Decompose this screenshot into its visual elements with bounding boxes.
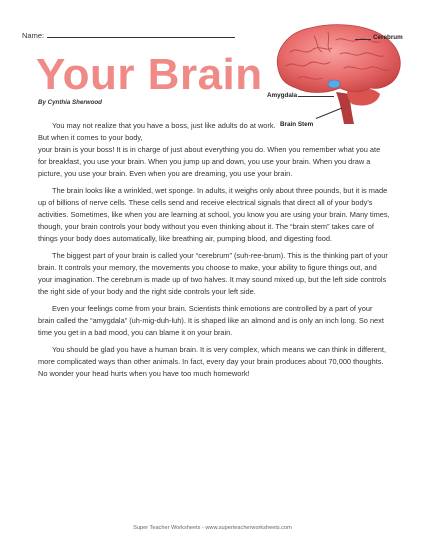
- paragraph-1-intro: You may not realize that you have a boss, just like adults do at work. But when it comes to your body,: [38, 121, 276, 142]
- article-body: [38, 120, 390, 385]
- page-footer: Super Teacher Worksheets - www.superteacherworksheets.com: [133, 525, 292, 531]
- paragraph-4: Even your feelings come from your brain. Scientists think emotions are controlled by a part of your brain called the “amygdala” (uh-mig-duh-luh). It is shaped like an almond and is only an inch long. So next time you get in a bad mood, you can blame it on your brain.: [38, 304, 384, 337]
- cerebrum-label: Cerebrum: [373, 34, 403, 41]
- amygdala-shape: [328, 80, 340, 88]
- paragraph-2: The brain looks like a wrinkled, wet sponge. In adults, it weighs only about three pounds, but it is made up of billions of nerve cells. These cells send and receive electrical signals that direct all of your body's activities. Sometimes, like when you are learning at school, you know you are using your brain. Many times, though, your brain controls your body without you even thinking about it. The “brain stem” takes care of things your body does automatically, like breathing air, pumping blood, and digesting food.: [38, 186, 390, 243]
- name-label: Name:: [22, 31, 45, 40]
- name-blank-line[interactable]: [47, 30, 235, 38]
- brain-stem-label: Brain Stem: [280, 121, 314, 128]
- paragraph-5: You should be glad you have a human brain. It is very complex, which means we can think in different, more complicated ways than other animals. In fact, every day your brain produces about 70,000 thoughts. No wonder your head hurts when you have too much homework!: [38, 345, 387, 378]
- paragraph-1-continued: your brain is your boss! It is in charge of just about everything you do. When you remember what you ate for breakfast, you use your brain. When you jump up and down, you use your brain. When you draw a picture, you use your brain. Even when you are dreaming, you use your brain.: [38, 145, 381, 178]
- author-byline: By Cynthia Sherwood: [38, 99, 102, 106]
- name-field-row: [22, 30, 235, 40]
- amygdala-label: Amygdala: [267, 92, 298, 99]
- paragraph-3: The biggest part of your brain is called your “cerebrum” (suh-ree-brum). This is the thinking part of your brain. It controls your memory, the movements you choose to make, your ability to figure things out, and your imagination. The cerebrum is made up of two halves. It may sound mixed up, but the left side controls the right side of your body and the right side controls your left side.: [38, 251, 388, 296]
- page-title: Your Brain: [36, 50, 263, 99]
